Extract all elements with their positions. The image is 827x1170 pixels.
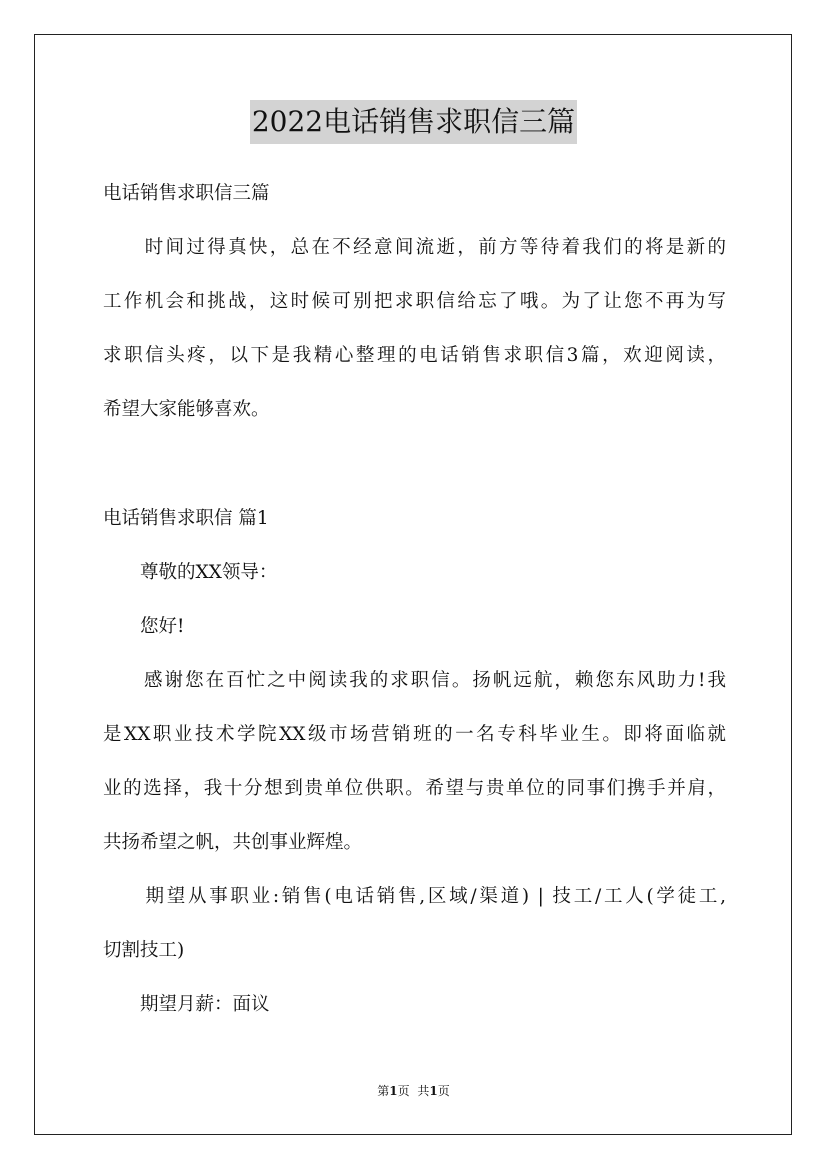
page-suffix: 页 [397,1084,410,1098]
body-line-6: 切割技工) [103,940,185,961]
total-prefix: 共 [417,1084,430,1098]
body-line-5: 期望从事职业:销售(电话销售,区域/渠道) | 技工/工人(学徒工, [103,886,726,907]
body-line-3: 业的选择，我十分想到贵单位供职。希望与贵单位的同事们携手并肩， [103,778,726,799]
document-title: 2022电话销售求职信三篇 [250,100,577,144]
page-footer [0,1082,827,1100]
intro-line-3: 求职信头疼，以下是我精心整理的电话销售求职信3篇，欢迎阅读， [103,345,726,366]
document-title-block [0,100,827,144]
body-line-2: 是XX职业技术学院XX级市场营销班的一名专科毕业生。即将面临就 [103,724,726,745]
total-pages: 1 [429,1084,438,1098]
body-line-1: 感谢您在百忙之中阅读我的求职信。扬帆远航，赖您东风助力!我 [103,670,726,691]
greeting: 您好! [103,616,185,637]
subtitle: 电话销售求职信三篇 [103,183,270,204]
intro-line-1: 时间过得真快，总在不经意间流逝，前方等待着我们的将是新的 [103,237,726,258]
total-suffix: 页 [437,1084,450,1098]
page-prefix: 第 [377,1084,390,1098]
page-number: 1 [389,1084,398,1098]
body-line-7: 期望月薪：面议 [103,994,270,1015]
salutation: 尊敬的XX领导： [103,562,278,583]
section-heading: 电话销售求职信 篇1 [103,508,269,529]
intro-line-2: 工作机会和挑战，这时候可别把求职信给忘了哦。为了让您不再为写 [103,291,726,312]
intro-line-4: 希望大家能够喜欢。 [103,399,270,420]
body-line-4: 共扬希望之帆，共创事业辉煌。 [103,832,363,853]
